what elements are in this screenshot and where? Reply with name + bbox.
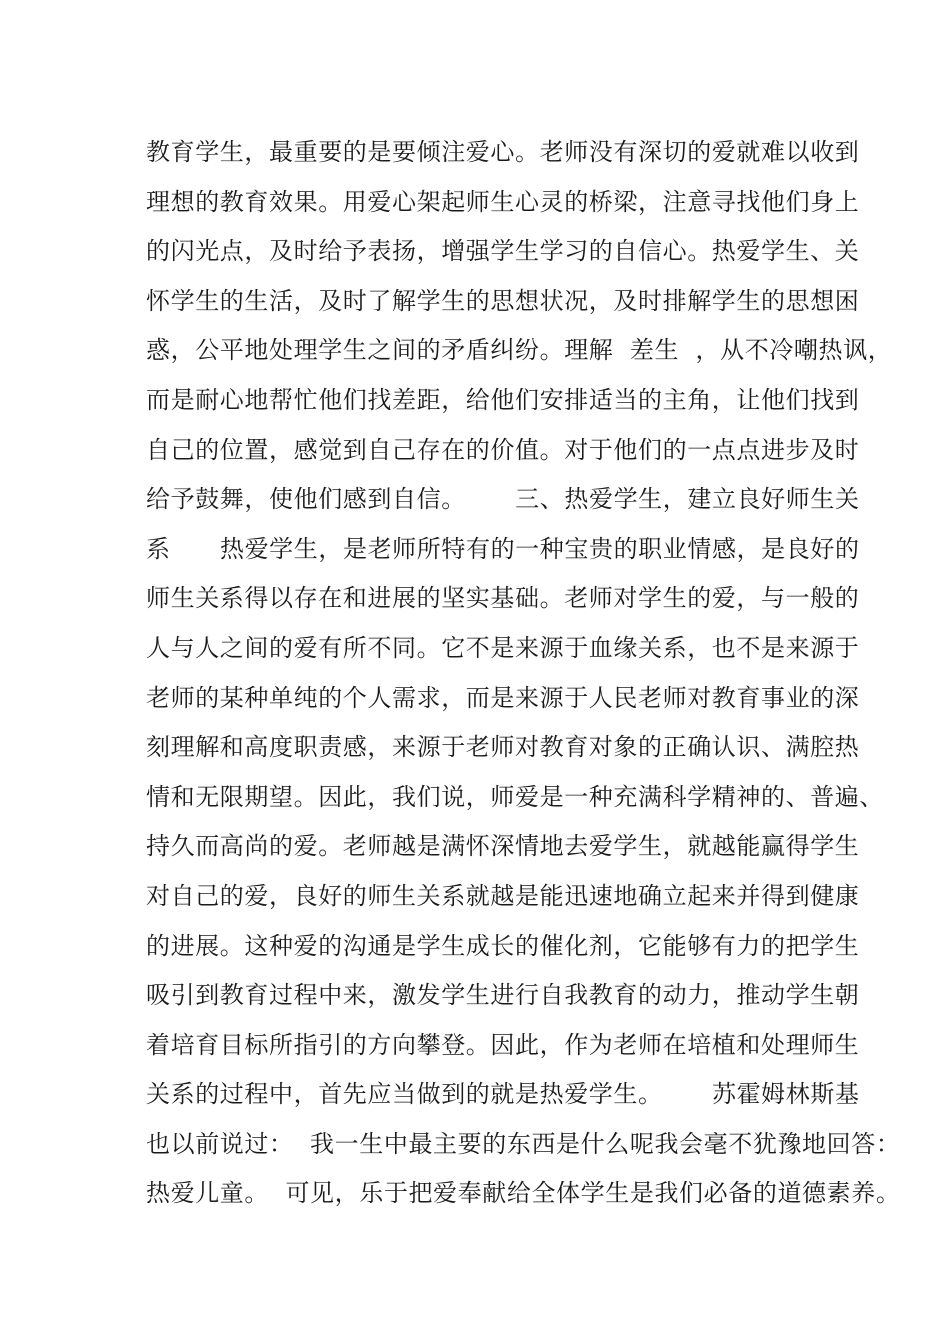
text-line: 的进展。这种爱的沟通是学生成长的催化剂，它能够有力的把学生: [146, 931, 860, 960]
text-line: 也以前说过： 我一生中最主要的东西是什么呢我会毫不犹豫地回答：: [146, 1129, 901, 1158]
text-line: 系 热爱学生，是老师所特有的一种宝贵的职业情感，是良好的: [146, 534, 860, 563]
text-line: 对自己的爱，良好的师生关系就越是能迅速地确立起来并得到健康: [146, 881, 860, 910]
text-line: 刻理解和高度职责感，来源于老师对教育对象的正确认识、满腔热: [146, 733, 860, 762]
text-line: 持久而高尚的爱。老师越是满怀深情地去爱学生，就越能赢得学生: [146, 832, 860, 861]
text-line: 而是耐心地帮忙他们找差距，给他们安排适当的主角，让他们找到: [146, 385, 860, 414]
text-line: 怀学生的生活，及时了解学生的思想状况，及时排解学生的思想困: [146, 286, 860, 315]
text-line: 人与人之间的爱有所不同。它不是来源于血缘关系，也不是来源于: [146, 633, 860, 662]
text-line: 惑，公平地处理学生之间的矛盾纠纷。理解 差生 ，从不冷嘲热讽，: [146, 336, 893, 365]
text-line: 关系的过程中，首先应当做到的就是热爱学生。 苏霍姆林斯基: [146, 1080, 860, 1109]
text-line: 热爱儿童。 可见，乐于把爱奉献给全体学生是我们必备的道德素养。: [146, 1179, 901, 1208]
text-line: 着培育目标所指引的方向攀登。因此，作为老师在培植和处理师生: [146, 1030, 860, 1059]
text-line: 情和无限期望。因此，我们说，师爱是一种充满科学精神的、普遍、: [146, 782, 884, 811]
body-text: [146, 128, 901, 1219]
text-line: 教育学生，最重要的是要倾注爱心。老师没有深切的爱就难以收到: [146, 138, 860, 166]
text-line: 理想的教育效果。用爱心架起师生心灵的桥梁，注意寻找他们身上: [146, 187, 860, 216]
text-line: 的闪光点，及时给予表扬，增强学生学习的自信心。热爱学生、关: [146, 237, 860, 266]
text-line: 自己的位置，感觉到自己存在的价值。对于他们的一点点进步及时: [146, 435, 860, 464]
text-line: 老师的某种单纯的个人需求，而是来源于人民老师对教育事业的深: [146, 683, 860, 712]
text-line: 给予鼓舞，使他们感到自信。 三、热爱学生，建立良好师生关: [146, 485, 860, 514]
text-line: 吸引到教育过程中来，激发学生进行自我教育的动力，推动学生朝: [146, 981, 860, 1010]
text-line: 师生关系得以存在和进展的坚实基础。老师对学生的爱，与一般的: [146, 584, 860, 613]
